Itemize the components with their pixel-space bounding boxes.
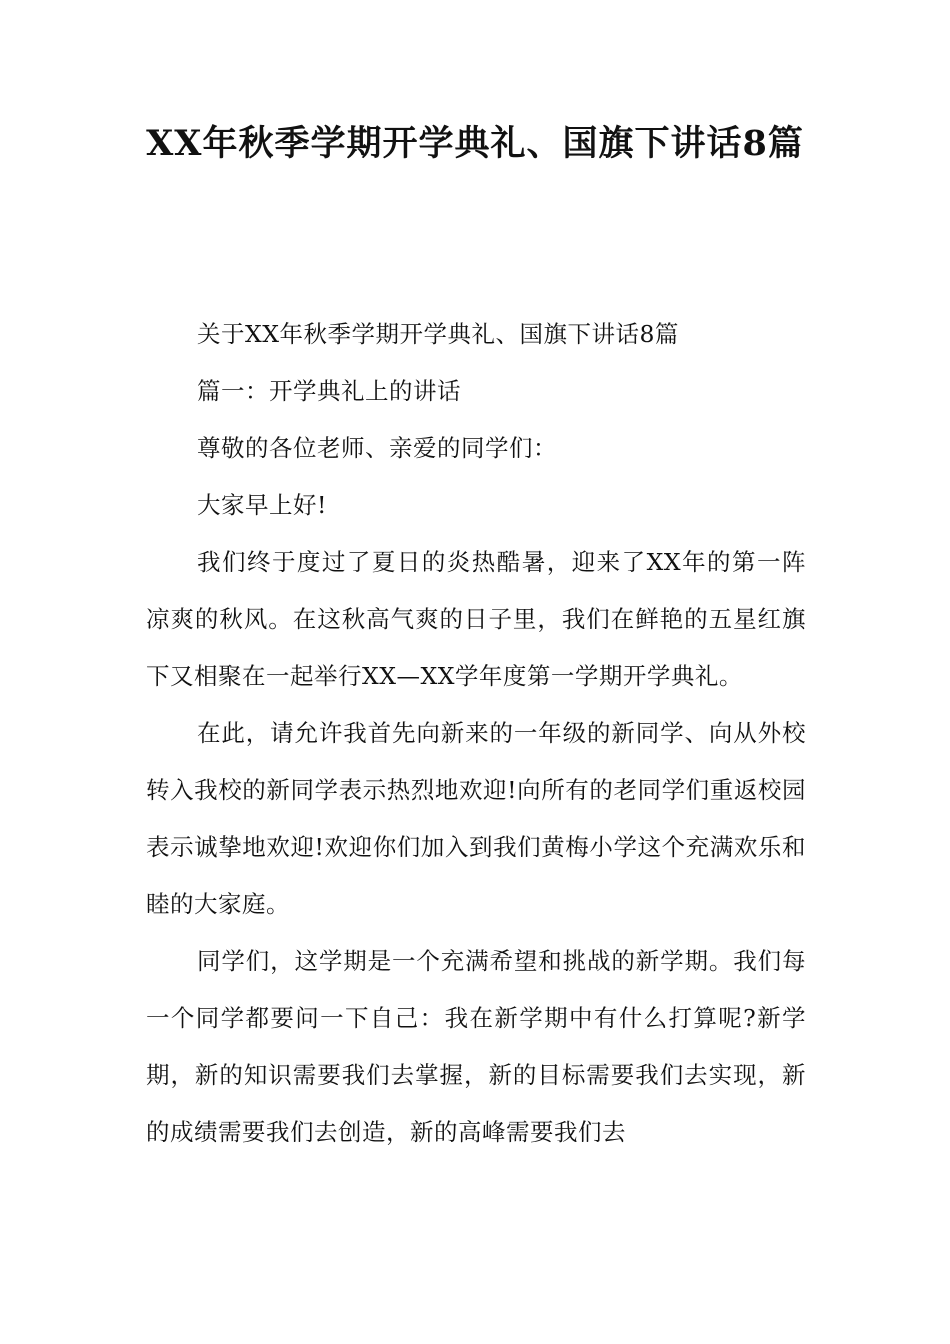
paragraph-greeting: 大家早上好! (197, 491, 327, 519)
paragraph-intro: 关于XX年秋季学期开学典礼、国旗下讲话8篇 (197, 320, 679, 348)
document-body (146, 306, 806, 1161)
paragraph-body: 同学们，这学期是一个充满希望和挑战的新学期。我们每一个同学都要问一下自己：我在新学期中有什么打算呢?新学期，新的知识需要我们去掌握，新的目标需要我们去实现，新的成绩需要我们去创造，新的高峰需要我们去 (146, 947, 806, 1146)
paragraph-body: 在此，请允许我首先向新来的一年级的新同学、向从外校转入我校的新同学表示热烈地欢迎!向所有的老同学们重返校园表示诚挚地欢迎!欢迎你们加入到我们黄梅小学这个充满欢乐和睦的大家庭。 (146, 719, 806, 918)
paragraph-salutation: 尊敬的各位老师、亲爱的同学们： (197, 434, 557, 462)
paragraph-section-heading: 篇一：开学典礼上的讲话 (197, 377, 461, 405)
paragraph-body: 我们终于度过了夏日的炎热酷暑，迎来了XX年的第一阵凉爽的秋风。在这秋高气爽的日子里，我们在鲜艳的五星红旗下又相聚在一起举行XX—XX学年度第一学期开学典礼。 (146, 548, 806, 690)
document-title: XX年秋季学期开学典礼、国旗下讲话8篇 (146, 123, 804, 164)
